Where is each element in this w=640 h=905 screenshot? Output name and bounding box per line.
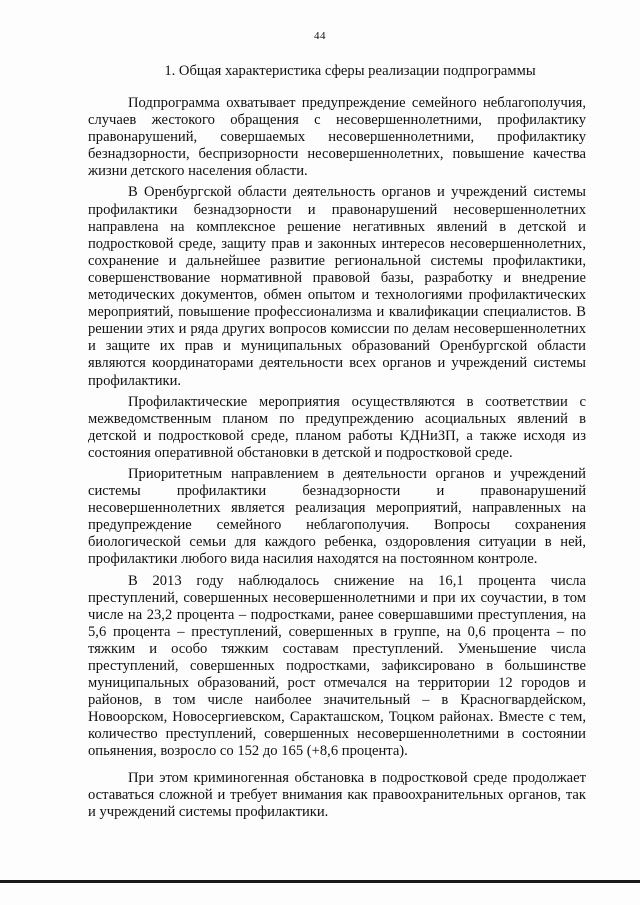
document-body: [88, 95, 586, 825]
paragraph-priority-direction: Приоритетным направлением в деятельности органов и учреждений системы профилактики безнадзорности и правонарушений несовершеннолетних является реализация мероприятий, направленных на предупреждение семейного неблагополучия. Вопросы сохранения биологической семьи для каждого ребенка, оздоровления ситуации в ней, профилактики любого вида насилия находятся на постоянном контроле.: [88, 465, 586, 568]
section-title: 1. Общая характеристика сферы реализации подпрограммы: [164, 63, 536, 79]
paragraph-scope: Подпрограмма охватывает предупреждение семейного неблагополучия, случаев жестокого обращения с несовершеннолетними, профилактику правонарушений, совершаемых несовершеннолетними, профилактику безнадзорности, беспризорности несовершеннолетних, повышение качества жизни детского населения области.: [88, 95, 586, 180]
paragraph-regional-system: В Оренбургской области деятельность органов и учреждений системы профилактики безнадзорности и правонарушений несовершеннолетних направлена на комплексное решение негативных явлений в детской и подростковой среде, защиту прав и законных интересов несовершеннолетних, сохранение и дальнейшее развитие региональной системы профилактики, совершенствование нормативной правовой базы, разработку и внедрение методических документов, обмен опытом и технологиями профилактических мероприятий, повышение профессионализма и квалификации специалистов. В решении этих и ряда других вопросов комиссии по делам несовершеннолетних и защите их прав и муниципальных образований Оренбургской области являются координаторами деятельности всех органов и учреждений системы профилактики.: [88, 184, 586, 389]
page-number: 44: [314, 30, 326, 42]
paragraph-criminogenic-situation: При этом криминогенная обстановка в подростковой среде продолжает оставаться сложной и требует внимания как правоохранительных органов, так и учреждений системы профилактики.: [88, 769, 586, 820]
paragraph-crime-statistics: В 2013 году наблюдалось снижение на 16,1 процента числа преступлений, совершенных несовершеннолетними и при их соучастии, в том числе на 23,2 процента – подростками, ранее совершавшими преступления, на 5,6 процента – преступлений, совершенных в группе, на 0,6 процента – по тяжким и особо тяжким составам преступлений. Уменьшение числа преступлений, совершенных подростками, зафиксировано в большинстве муниципальных образований, рост отмечался на территории 12 городов и районов, в том числе наиболее значительный – в Красногвардейском, Новоорском, Новосергиевском, Саракташском, Тоцком районах. Вместе с тем, количество преступлений, совершенных несовершеннолетними в состоянии опьянения, возросло со 152 до 165 (+8,6 процента).: [88, 572, 586, 760]
paragraph-preventive-measures: Профилактические мероприятия осуществляются в соответствии с межведомственным планом по предупреждению асоциальных явлений в детской и подростковой среде, планом работы КДНиЗП, а также исходя из состояния оперативной обстановки в детской и подростковой среде.: [88, 393, 586, 461]
bottom-rule: [0, 880, 640, 883]
